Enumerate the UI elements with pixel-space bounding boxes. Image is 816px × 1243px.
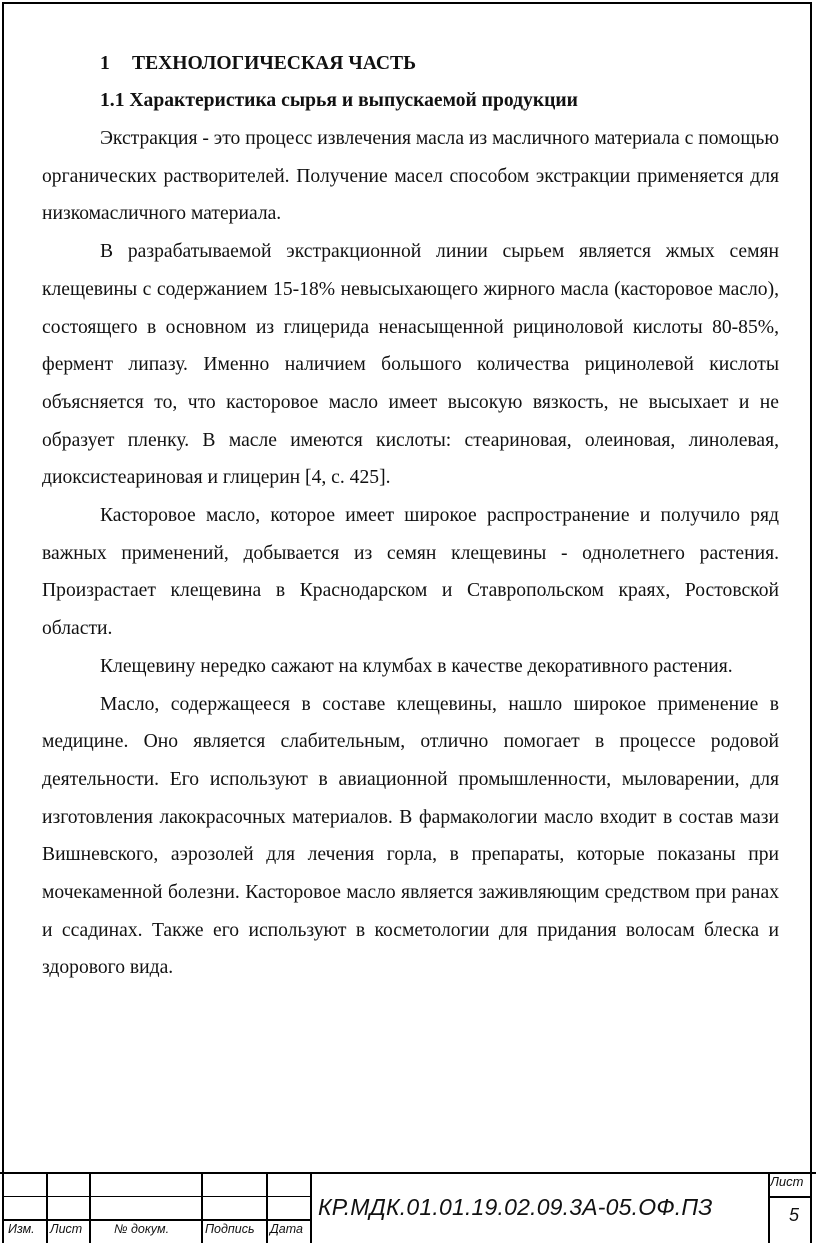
section-number: 1 [100, 53, 110, 74]
title-block-border [0, 1172, 816, 1174]
paragraph: Клещевину нередко сажают на клумбах в качестве декоративного растения. [100, 655, 733, 677]
section-title: ТЕХНОЛОГИЧЕСКАЯ ЧАСТЬ [132, 53, 417, 74]
stamp-label-list: Лист [50, 1222, 83, 1236]
paragraph: Экстракция - это процесс извлечения масла из масличного материала с помощью органических растворителей. Получение масел способом экстракции применяется для низкомасличного материала. [42, 128, 779, 225]
grid-line [2, 1172, 4, 1243]
sheet-number: 5 [789, 1205, 800, 1225]
grid-line [768, 1196, 812, 1198]
document-body [42, 46, 779, 987]
subsection-heading: 1.1 Характеристика сырья и выпускаемой продукции [100, 90, 578, 111]
grid-line [810, 1172, 812, 1243]
grid-line [46, 1172, 48, 1243]
stamp-label-doc: № докум. [114, 1222, 170, 1236]
grid-line [2, 1196, 310, 1197]
stamp-label-sign: Подпись [205, 1222, 255, 1236]
section-heading [42, 46, 779, 82]
stamp-label-izm: Изм. [8, 1222, 35, 1236]
grid-line [2, 1219, 310, 1221]
paragraph: В разрабатываемой экстракционной линии сырьем является жмых семян клещевины с содержанием 15-18% невысыхающего жирного масла (касторовое масло), состоящего в основном из глицерида ненасыщенной рициноловой кислоты 80-85%, фермент липазу. Именно наличием большого количества рицинолевой кислоты объясняется то, что касторовое масло имеет высокую вязкость, не высыхает и не образует пленку. В масле имеются кислоты: стеариновая, олеиновая, линолевая, диоксистеариновая и глицерин [4, с. 425]. [42, 241, 779, 489]
stamp-label-date: Дата [270, 1222, 303, 1236]
paragraph: Масло, содержащееся в составе клещевины, нашло широкое применение в медицине. Оно является слабительным, отлично помогает в процессе родовой деятельности. Его используют в авиационной промышленности, мыловарении, для изготовления лакокрасочных материалов. В фармакологии масло входит в состав мази Вишневского, аэрозолей для лечения горла, в препараты, которые показаны при мочекаменной болезни. Касторовое масло является заживляющим средством при ранах и ссадинах. Также его используют в косметологии для придания волосам блеска и здорового вида. [42, 693, 779, 979]
sheet-label: Лист [770, 1174, 804, 1189]
paragraph: Касторовое масло, которое имеет широкое распространение и получило ряд важных применений, добывается из семян клещевины - однолетнего растения. Произрастает клещевина в Краснодарском и Ставропольском краях, Ростовской области. [42, 505, 779, 640]
grid-line [89, 1172, 91, 1243]
grid-line [266, 1172, 268, 1243]
title-block [0, 1172, 816, 1243]
document-code: КР.МДК.01.01.19.02.09.3А-05.ОФ.ПЗ [318, 1194, 713, 1220]
grid-line [310, 1172, 312, 1243]
grid-line [201, 1172, 203, 1243]
